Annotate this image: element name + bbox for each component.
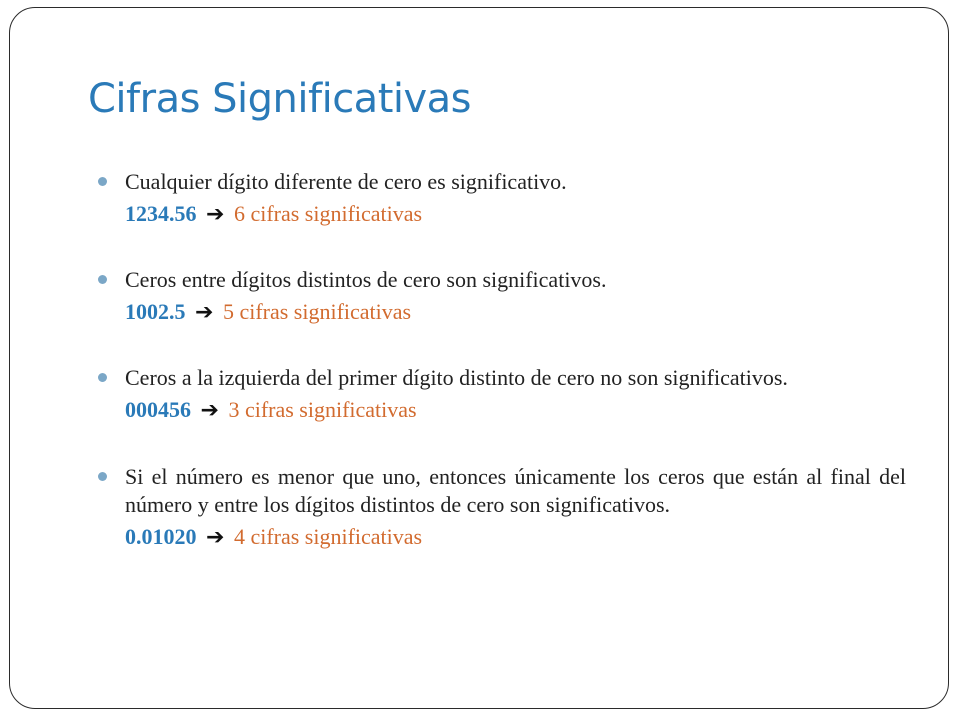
bullet-item-zeros-between xyxy=(98,266,906,327)
right-arrow-icon: ➔ xyxy=(200,398,219,423)
bullet-item-nonzero-digits xyxy=(98,168,906,229)
example-line xyxy=(125,523,906,552)
bullet-dot-icon xyxy=(98,472,107,481)
example-number: 1234.56 xyxy=(125,201,197,226)
bullet-text: Cualquier dígito diferente de cero es significativo. xyxy=(125,169,567,194)
example-line xyxy=(125,200,906,229)
example-result: 5 cifras significativas xyxy=(222,299,412,324)
slide-title: Cifras Significativas xyxy=(88,76,472,122)
example-line xyxy=(125,298,906,327)
right-arrow-icon: ➔ xyxy=(206,525,225,550)
example-number: 1002.5 xyxy=(125,299,186,324)
bullet-dot-icon xyxy=(98,373,107,382)
bullet-text: Si el número es menor que uno, entonces únicamente los ceros que están al final del número y entre los dígitos distintos de cero son significativos. xyxy=(125,464,906,517)
example-number: 0.01020 xyxy=(125,524,197,549)
bullet-text: Ceros entre dígitos distintos de cero son significativos. xyxy=(125,267,607,292)
right-arrow-icon: ➔ xyxy=(195,300,214,325)
bullet-item-less-than-one xyxy=(98,463,906,552)
bullet-dot-icon xyxy=(98,275,107,284)
example-result: 4 cifras significativas xyxy=(233,524,423,549)
bullet-text: Ceros a la izquierda del primer dígito distinto de cero no son significativos. xyxy=(125,365,788,390)
example-result: 6 cifras significativas xyxy=(233,201,423,226)
slide-frame xyxy=(9,7,949,709)
example-line xyxy=(125,396,906,425)
example-number: 000456 xyxy=(125,397,191,422)
bullet-dot-icon xyxy=(98,177,107,186)
bullet-list xyxy=(98,168,906,552)
right-arrow-icon: ➔ xyxy=(206,202,225,227)
example-result: 3 cifras significativas xyxy=(228,397,417,422)
bullet-item-leading-zeros xyxy=(98,364,906,425)
